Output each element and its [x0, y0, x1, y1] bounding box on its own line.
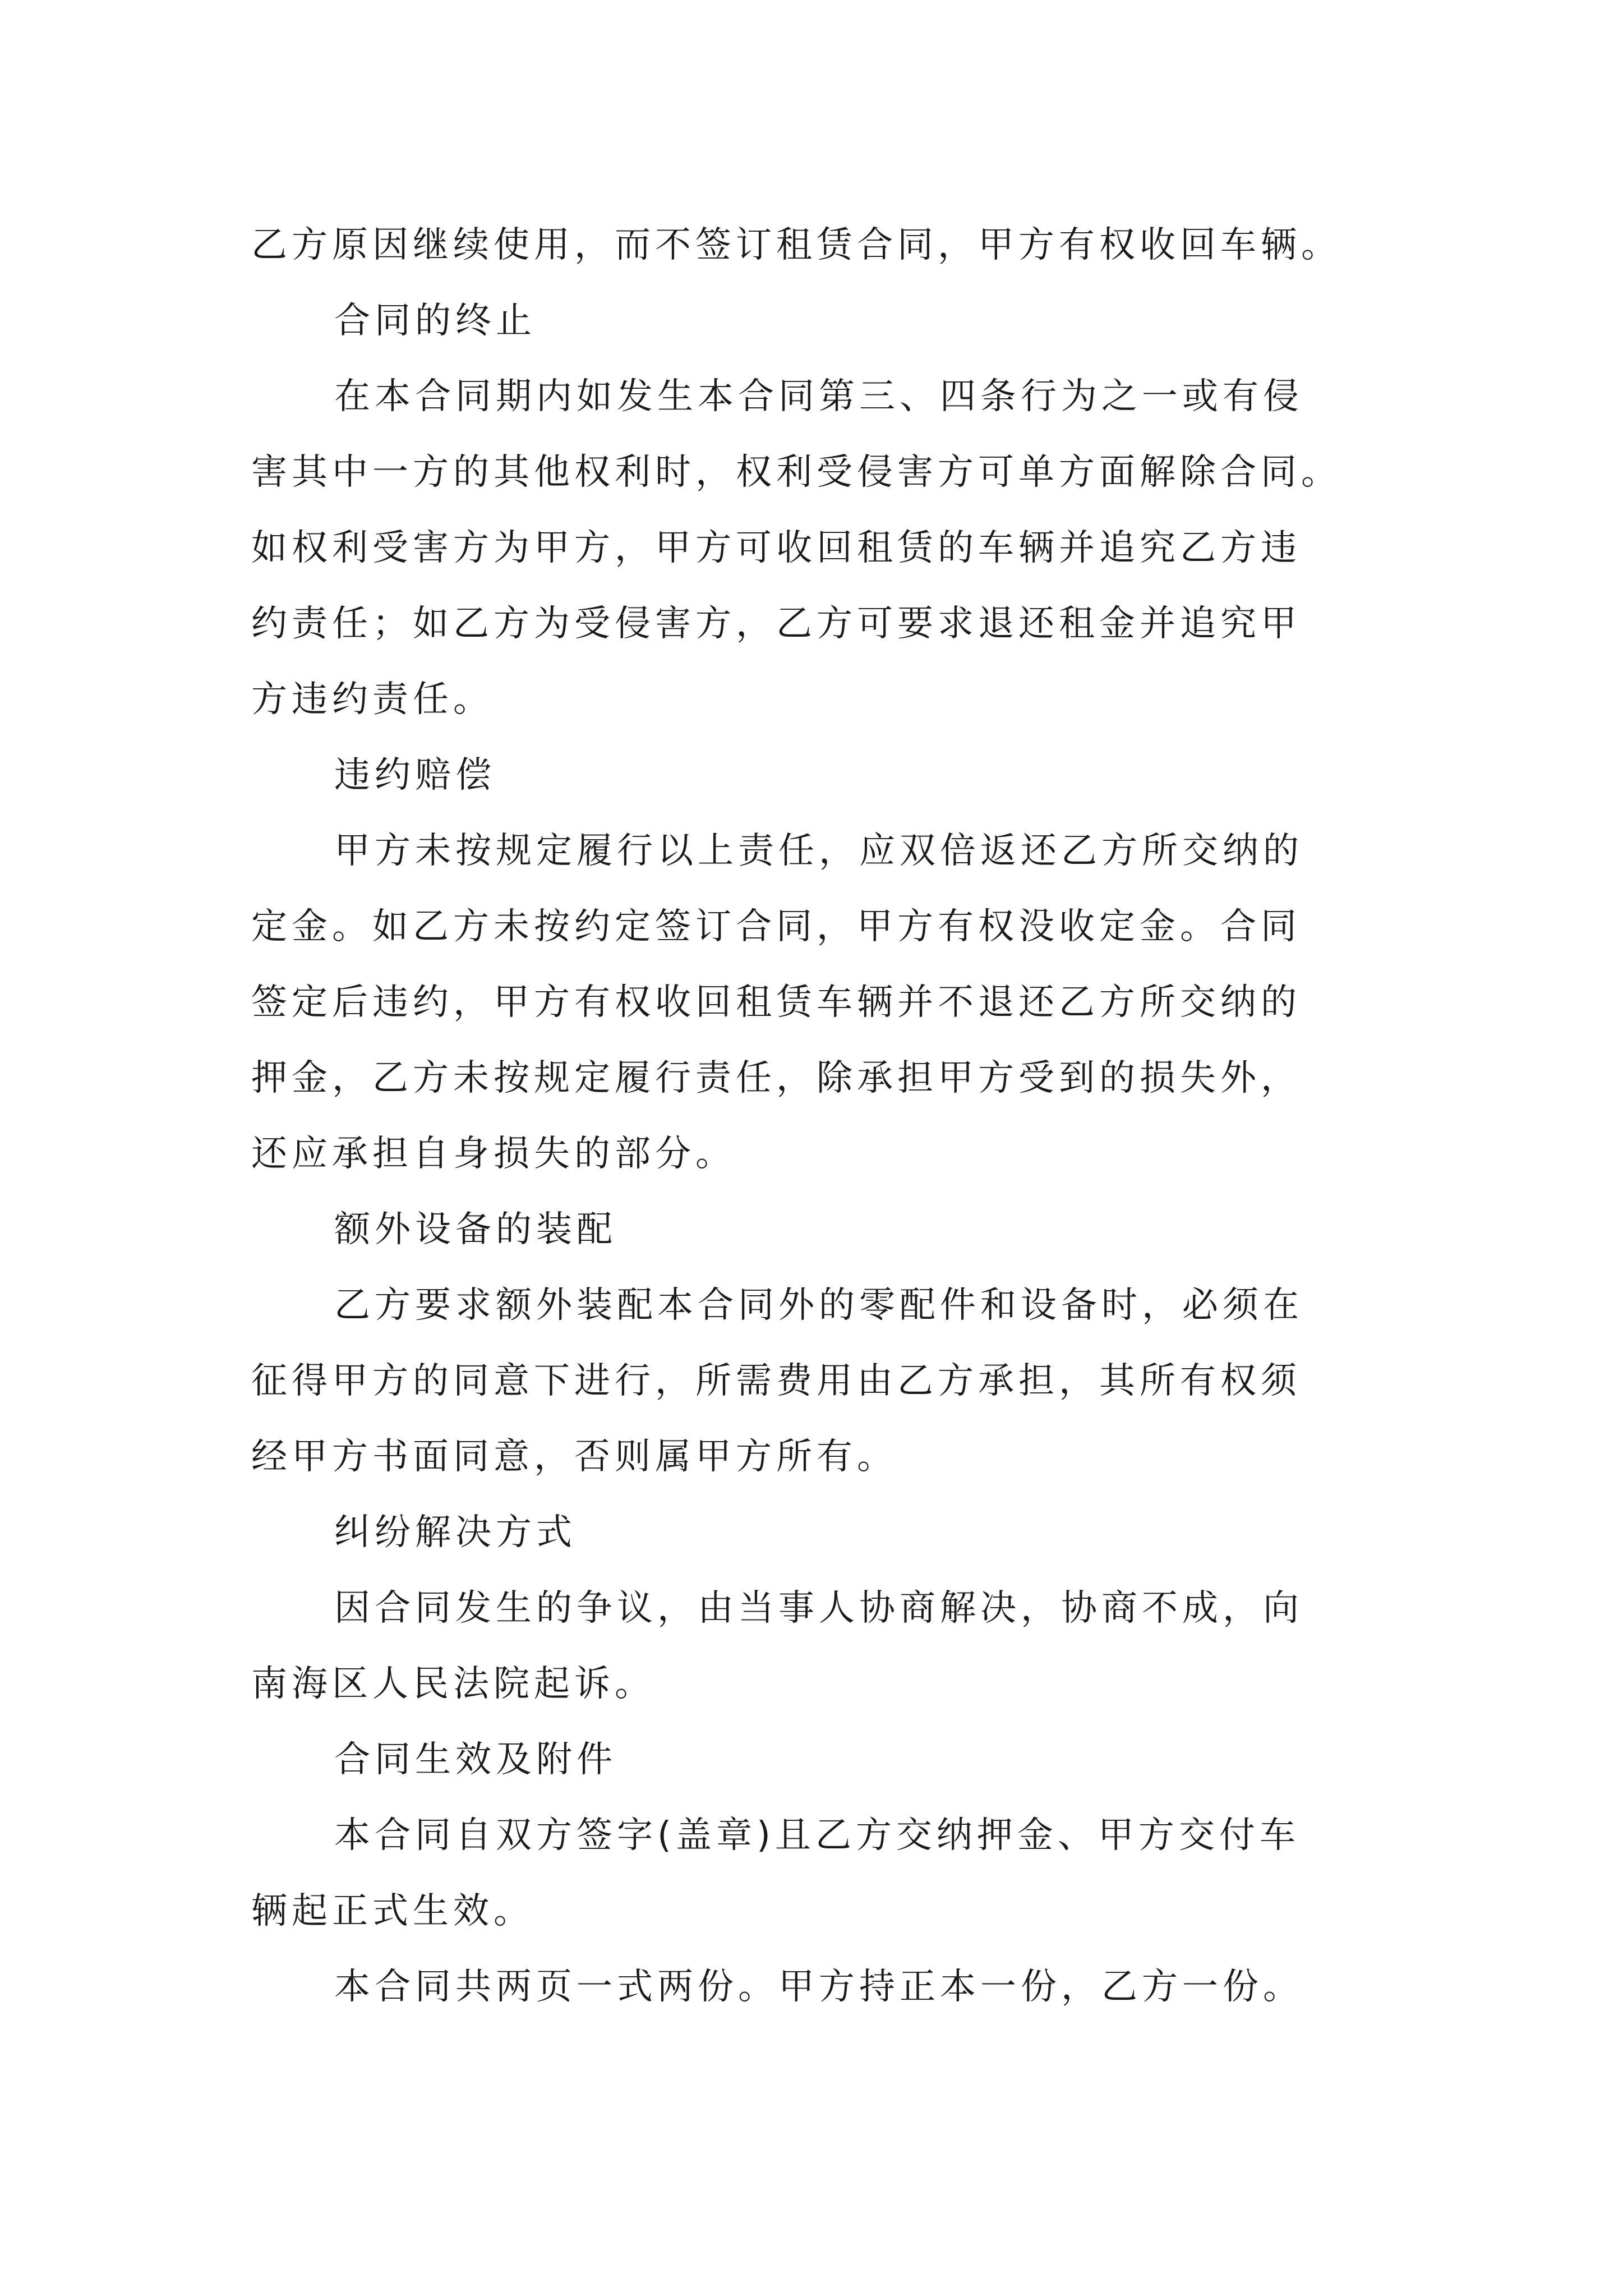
section-heading-breach-compensation: 违约赔偿 [334, 754, 496, 796]
paragraph-line: 害其中一方的其他权利时，权利受侵害方可单方面解除合同。 [251, 452, 1341, 493]
paragraph-line: 征得甲方的同意下进行，所需费用由乙方承担，其所有权须 [251, 1360, 1301, 1402]
paragraph-line: 甲方未按规定履行以上责任，应双倍返还乙方所交纳的 [334, 830, 1303, 872]
section-heading-dispute-resolution: 纠纷解决方式 [334, 1512, 577, 1553]
paragraph-line: 乙方要求额外装配本合同外的零配件和设备时，必须在 [334, 1285, 1303, 1326]
paragraph-line: 签定后违约，甲方有权收回租赁车辆并不退还乙方所交纳的 [251, 982, 1301, 1023]
paragraph-line: 南海区人民法院起诉。 [251, 1663, 655, 1705]
paragraph-line: 约责任；如乙方为受侵害方，乙方可要求退还租金并追究甲 [251, 603, 1301, 645]
paragraph-line: 如权利受害方为甲方，甲方可收回租赁的车辆并追究乙方违 [251, 527, 1301, 569]
paragraph-line: 本合同共两页一式两份。甲方持正本一份，乙方一份。 [334, 1966, 1303, 2008]
paragraph-line: 乙方原因继续使用，而不签订租赁合同，甲方有权收回车辆。 [251, 224, 1341, 266]
paragraph-line: 押金，乙方未按规定履行责任，除承担甲方受到的损失外， [251, 1057, 1301, 1099]
paragraph-line: 辆起正式生效。 [251, 1890, 534, 1932]
section-heading-extra-equipment: 额外设备的装配 [334, 1209, 617, 1250]
paragraph-line: 方违约责任。 [251, 679, 494, 720]
section-heading-termination: 合同的终止 [334, 300, 536, 342]
paragraph-line: 在本合同期内如发生本合同第三、四条行为之一或有侵 [334, 376, 1303, 417]
paragraph-line: 因合同发生的争议，由当事人协商解决，协商不成，向 [334, 1588, 1303, 1629]
section-heading-effectiveness: 合同生效及附件 [334, 1739, 617, 1780]
document-body [251, 208, 1418, 2025]
paragraph-line: 定金。如乙方未按约定签订合同，甲方有权没收定金。合同 [251, 906, 1301, 947]
paragraph-line: 经甲方书面同意，否则属甲方所有。 [251, 1436, 897, 1478]
paragraph-line: 还应承担自身损失的部分。 [251, 1133, 736, 1175]
paragraph-line: 本合同自双方签字(盖章)且乙方交纳押金、甲方交付车 [334, 1815, 1300, 1856]
